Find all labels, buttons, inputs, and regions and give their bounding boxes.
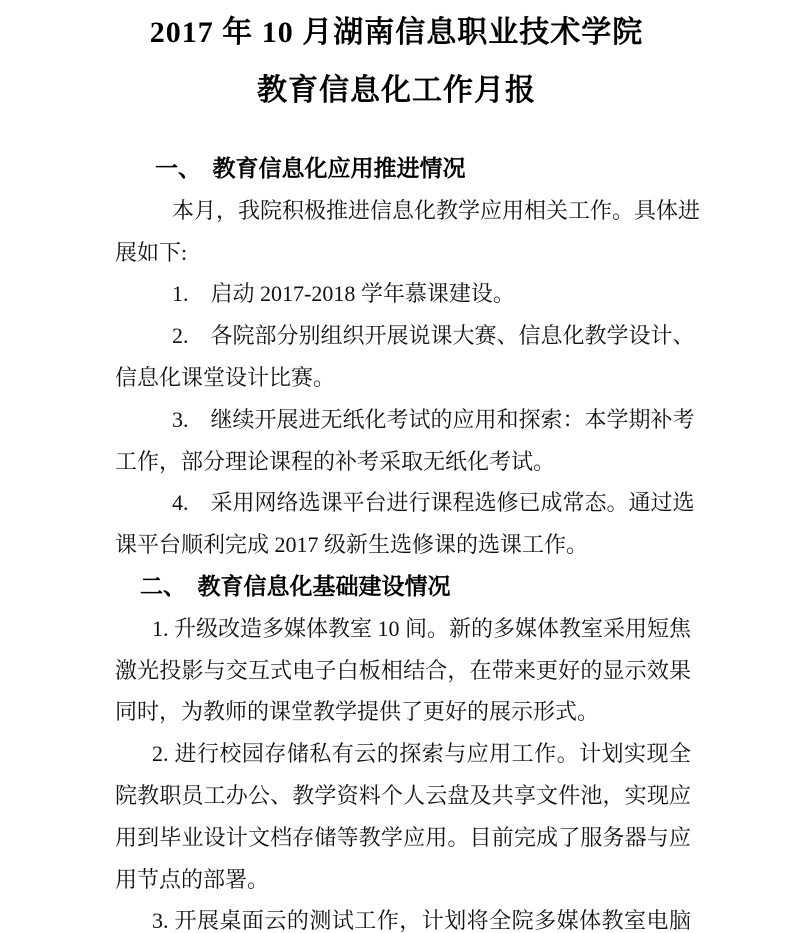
document-line: 信息化课堂设计比赛。 [115, 364, 336, 390]
document-line: 3. 继续开展进无纸化考试的应用和探索：本学期补考 [172, 406, 695, 432]
document-body [115, 148, 701, 933]
document-line: 2. 各院部分别组织开展说课大赛、信息化教学设计、 [172, 323, 695, 349]
document-title [0, 4, 793, 120]
document-title-line: 教育信息化工作月报 [257, 74, 536, 107]
document-line: 工作，部分理论课程的补考采取无纸化考试。 [115, 448, 556, 474]
section-heading: 一、 教育信息化应用推进情况 [155, 156, 466, 181]
document-line: 同时，为教师的课堂教学提供了更好的展示形式。 [115, 699, 600, 725]
document-line: 4. 采用网络选课平台进行课程选修已成常态。通过选 [172, 490, 695, 516]
document-line: 激光投影与交互式电子白板相结合，在带来更好的显示效果 [115, 657, 691, 683]
document-line: 展如下: [115, 239, 188, 265]
document-line: 2. 进行校园存储私有云的探索与应用工作。计划实现全 [152, 741, 691, 767]
document-line: 本月，我院积极推进信息化教学应用相关工作。具体进 [172, 197, 701, 223]
document-line: 1. 启动 2017-2018 学年慕课建设。 [172, 281, 515, 307]
document-line: 1. 升级改造多媒体教室 10 间。新的多媒体教室采用短焦 [152, 615, 692, 641]
document-line: 用节点的部署。 [115, 866, 270, 892]
document-title-line: 2017 年 10 月湖南信息职业技术学院 [149, 16, 644, 49]
section-heading: 二、 教育信息化基础建设情况 [140, 573, 451, 599]
document-line: 课平台顺利完成 2017 级新生选修课的选课工作。 [115, 532, 589, 558]
document-line: 3. 开展桌面云的测试工作，计划将全院多媒体教室电脑 [152, 908, 691, 933]
document-line: 院教职员工办公、教学资料个人云盘及共享文件池，实现应 [115, 782, 691, 808]
document-line: 用到毕业设计文档存储等教学应用。目前完成了服务器与应 [115, 824, 691, 850]
